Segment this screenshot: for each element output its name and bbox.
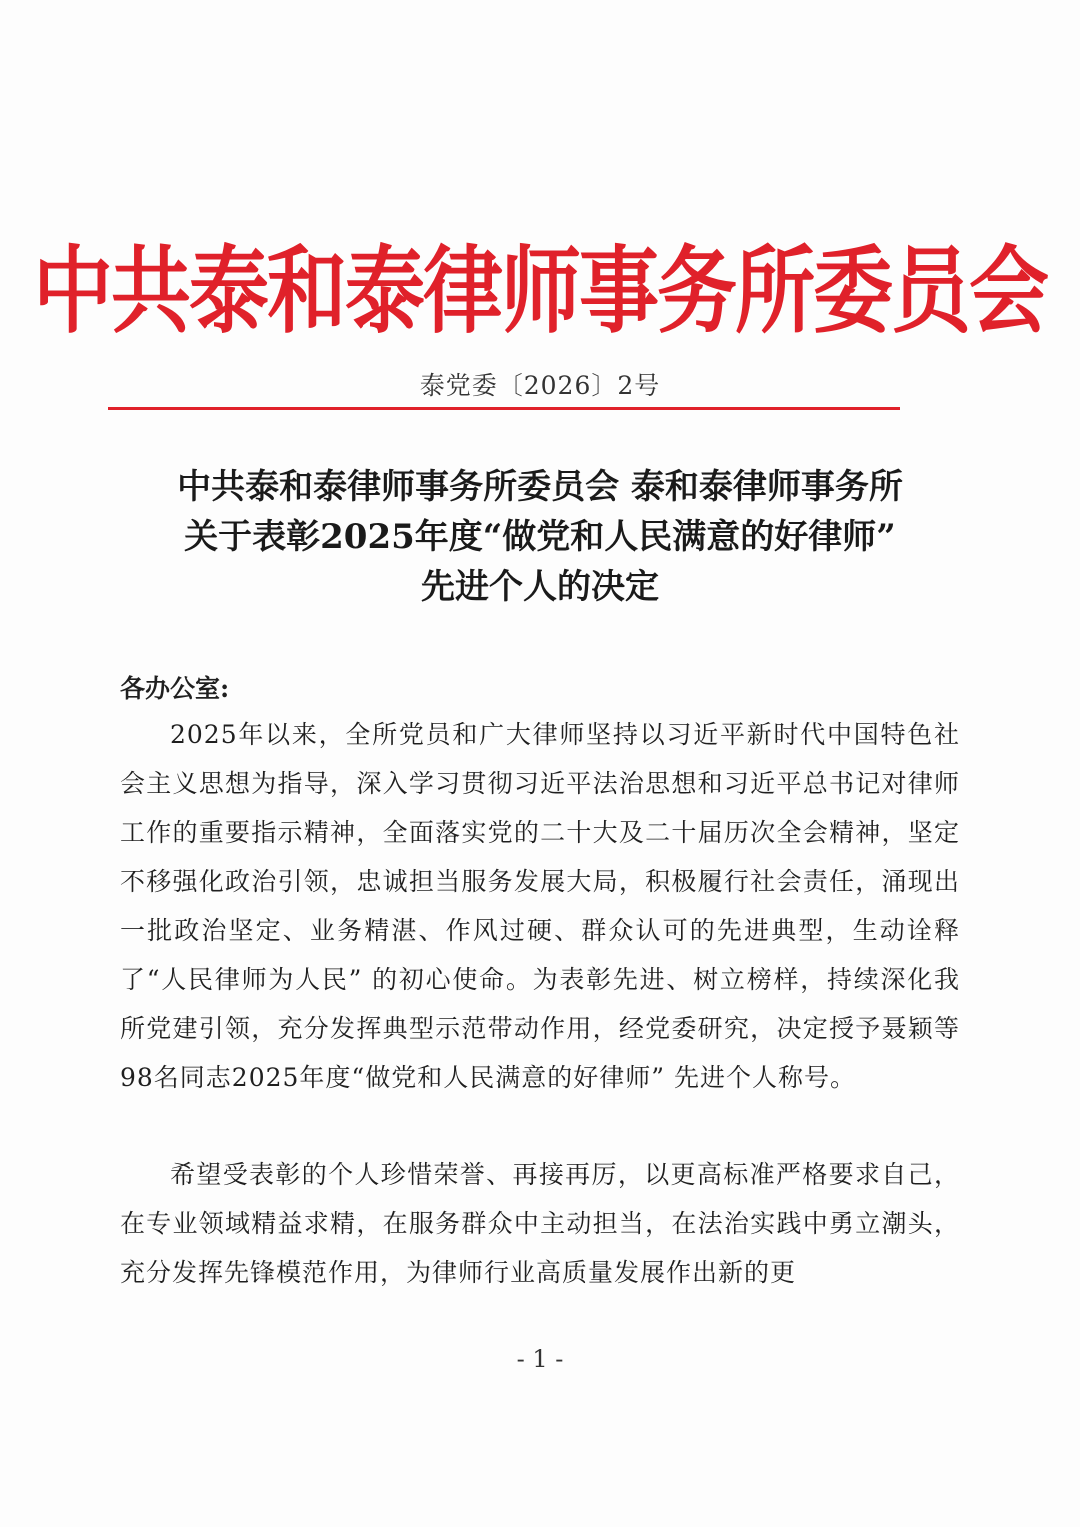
title-line-3: 先进个人的决定 (421, 567, 659, 607)
masthead-title: 中共泰和泰律师事务所委员会 (33, 236, 1047, 346)
body-paragraph-2: 希望受表彰的个人珍惜荣誉、再接再厉，以更高标准严格要求自己，在专业领域精益求精，在服务群众中主动担当，在法治实践中勇立潮头，充分发挥先锋模范作用，为律师行业高质量发展作出新的更 (120, 1160, 960, 1287)
red-divider-line (108, 407, 900, 410)
body-paragraph-1: 2025年以来，全所党员和广大律师坚持以习近平新时代中国特色社会主义思想为指导，深入学习贯彻习近平法治思想和习近平总书记对律师工作的重要指示精神，全面落实党的二十大及二十届历次全会精神，坚定不移强化政治引领，忠诚担当服务发展大局，积极履行社会责任，涌现出一批政治坚定、业务精湛、作风过硬、群众认可的先进典型，生动诠释了“人民律师为人民” 的初心使命。为表彰先进、树立榜样，持续深化我所党建引领，充分发挥典型示范带动作用，经党委研究，决定授予聂颖等98名同志2025年度“做党和人民满意的好律师” 先进个人称号。 (120, 720, 960, 1092)
document-title (60, 462, 1020, 612)
document-number: 泰党委〔2026〕2号 (419, 371, 661, 400)
page-number: - 1 - (516, 1345, 564, 1373)
addressee: 各办公室: (120, 674, 230, 703)
title-line-2: 关于表彰2025年度“做党和人民满意的好律师” (184, 517, 896, 557)
title-line-1: 中共泰和泰律师事务所委员会 泰和泰律师事务所 (177, 467, 903, 507)
